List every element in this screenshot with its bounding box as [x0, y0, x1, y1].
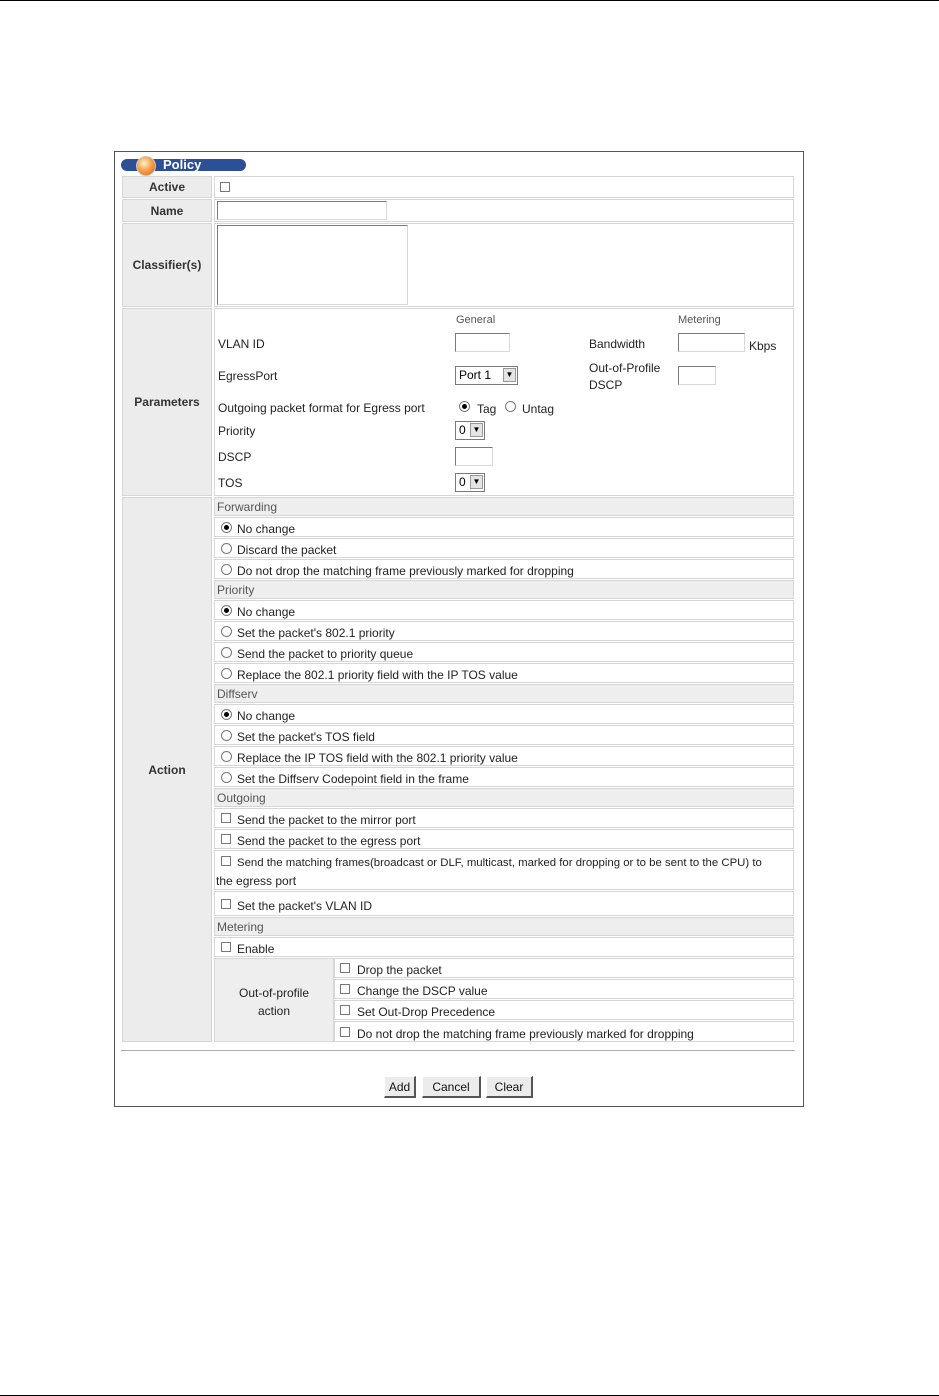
diffserv-replace-label: Replace the IP TOS field with the 802.1 priority value	[237, 751, 518, 765]
priority-header: Priority	[214, 580, 794, 599]
priority-replace-label: Replace the 802.1 priority field with the IP TOS value	[237, 668, 518, 682]
oop-action-cell	[214, 958, 334, 1042]
list-item	[214, 517, 794, 537]
tag-label: Tag	[477, 402, 497, 416]
general-heading: General	[456, 314, 496, 326]
list-item	[214, 621, 794, 641]
oop-dscp-label-line1: Out-of-Profile	[589, 361, 661, 375]
priority-queue-label: Send the packet to priority queue	[237, 647, 414, 661]
list-item	[334, 1000, 794, 1020]
metering-enable-label: Enable	[237, 942, 275, 956]
list-item	[214, 850, 794, 890]
forwarding-header: Forwarding	[214, 497, 794, 516]
drop-packet-checkbox[interactable]	[340, 963, 350, 973]
chevron-down-icon: ▼	[503, 368, 516, 382]
metering-heading: Metering	[678, 314, 721, 326]
egress-port-option-label: Send the packet to the egress port	[237, 834, 421, 848]
oop-do-not-drop-label: Do not drop the matching frame previously marked for dropping	[357, 1027, 694, 1041]
name-cell	[214, 199, 794, 222]
name-input[interactable]	[217, 201, 387, 220]
list-item	[214, 663, 794, 683]
drop-packet-label: Drop the packet	[357, 963, 442, 977]
diffserv-codepoint-radio[interactable]	[221, 772, 232, 783]
name-label: Name	[122, 199, 212, 222]
list-item	[214, 704, 794, 724]
active-checkbox[interactable]	[220, 182, 230, 192]
bandwidth-label: Bandwidth	[589, 337, 646, 351]
set-vlan-id-label: Set the packet's VLAN ID	[237, 899, 373, 913]
list-item	[334, 1021, 794, 1042]
out-drop-precedence-checkbox[interactable]	[340, 1005, 350, 1015]
bandwidth-input[interactable]	[678, 333, 745, 352]
priority-replace-radio[interactable]	[221, 668, 232, 679]
change-dscp-label: Change the DSCP value	[357, 984, 488, 998]
classifiers-listbox[interactable]	[217, 225, 408, 305]
oop-do-not-drop-checkbox[interactable]	[340, 1027, 350, 1037]
parameters-label: Parameters	[122, 308, 212, 496]
forwarding-no-change-radio[interactable]	[221, 522, 232, 533]
matching-frames-label-line1: Send the matching frames(broadcast or DLF, multicast, marked for dropping or to be sent to the CPU) to	[237, 857, 762, 869]
matching-frames-checkbox[interactable]	[221, 856, 231, 866]
divider	[121, 1050, 795, 1051]
chevron-down-icon: ▼	[470, 423, 483, 437]
forwarding-do-not-drop-label: Do not drop the matching frame previously marked for dropping	[237, 564, 574, 578]
diffserv-no-change-radio[interactable]	[221, 709, 232, 720]
diffserv-header: Diffserv	[214, 684, 794, 703]
oop-action-label-line1: Out-of-profile	[238, 986, 310, 1000]
list-item	[214, 891, 794, 916]
priority-no-change-label: No change	[237, 605, 296, 619]
priority-value: 0	[459, 423, 466, 437]
list-item	[214, 767, 794, 787]
metering-header: Metering	[214, 917, 794, 936]
list-item	[214, 642, 794, 662]
out-drop-precedence-label: Set Out-Drop Precedence	[357, 1005, 496, 1019]
kbps-label: Kbps	[749, 339, 777, 353]
list-item	[214, 538, 794, 558]
egress-port-select[interactable]	[455, 366, 518, 385]
dscp-label: DSCP	[218, 450, 252, 464]
diffserv-codepoint-label: Set the Diffserv Codepoint field in the frame	[237, 772, 469, 786]
oop-dscp-input[interactable]	[678, 366, 716, 385]
outgoing-header: Outgoing	[214, 788, 794, 807]
egress-port-value: Port 1	[459, 368, 492, 382]
cancel-button[interactable]: Cancel	[422, 1076, 481, 1098]
metering-enable-checkbox[interactable]	[221, 942, 231, 952]
forwarding-no-change-label: No change	[237, 522, 296, 536]
list-item	[214, 600, 794, 620]
outgoing-format-label: Outgoing packet format for Egress port	[218, 401, 425, 415]
active-cell	[214, 176, 794, 198]
panel-title: Policy	[163, 157, 202, 172]
action-label: Action	[122, 497, 212, 1042]
untag-radio[interactable]	[505, 401, 516, 412]
oop-dscp-label-line2: DSCP	[589, 378, 623, 392]
orb-icon	[136, 156, 156, 176]
priority-set-8021-radio[interactable]	[221, 626, 232, 637]
change-dscp-checkbox[interactable]	[340, 984, 350, 994]
forwarding-discard-radio[interactable]	[221, 543, 232, 554]
dscp-input[interactable]	[455, 447, 493, 466]
priority-label: Priority	[218, 424, 256, 438]
tag-radio[interactable]	[459, 401, 470, 412]
untag-label: Untag	[522, 402, 555, 416]
classifiers-cell	[214, 223, 794, 307]
forwarding-discard-label: Discard the packet	[237, 543, 337, 557]
add-button[interactable]: Add	[384, 1076, 416, 1098]
list-item	[214, 829, 794, 849]
top-rule	[0, 0, 939, 1]
list-item	[334, 979, 794, 999]
vlan-id-label: VLAN ID	[218, 337, 265, 351]
tos-select[interactable]	[455, 473, 485, 492]
egress-port-checkbox[interactable]	[221, 834, 231, 844]
mirror-port-checkbox[interactable]	[221, 813, 231, 823]
diffserv-replace-radio[interactable]	[221, 751, 232, 762]
mirror-port-label: Send the packet to the mirror port	[237, 813, 416, 827]
list-item	[214, 746, 794, 766]
vlan-id-input[interactable]	[455, 333, 510, 352]
priority-no-change-radio[interactable]	[221, 605, 232, 616]
oop-action-label-line2: action	[257, 1004, 291, 1018]
diffserv-set-tos-radio[interactable]	[221, 730, 232, 741]
tos-label: TOS	[218, 476, 243, 490]
classifiers-label: Classifier(s)	[122, 223, 212, 307]
list-item	[334, 958, 794, 978]
egress-port-label: EgressPort	[218, 369, 278, 383]
forwarding-do-not-drop-radio[interactable]	[221, 564, 232, 575]
list-item	[214, 808, 794, 828]
policy-panel	[114, 151, 804, 1107]
diffserv-set-tos-label: Set the packet's TOS field	[237, 730, 375, 744]
priority-queue-radio[interactable]	[221, 647, 232, 658]
diffserv-no-change-label: No change	[237, 709, 296, 723]
chevron-down-icon: ▼	[470, 475, 483, 489]
tos-value: 0	[459, 475, 466, 489]
set-vlan-id-checkbox[interactable]	[221, 899, 231, 909]
list-item	[214, 937, 794, 957]
priority-select[interactable]	[455, 421, 485, 440]
list-item	[214, 725, 794, 745]
clear-button[interactable]: Clear	[486, 1076, 533, 1098]
active-label: Active	[122, 176, 212, 198]
list-item	[214, 559, 794, 579]
matching-frames-label-line2: the egress port	[216, 874, 297, 888]
priority-set-8021-label: Set the packet's 802.1 priority	[237, 626, 395, 640]
